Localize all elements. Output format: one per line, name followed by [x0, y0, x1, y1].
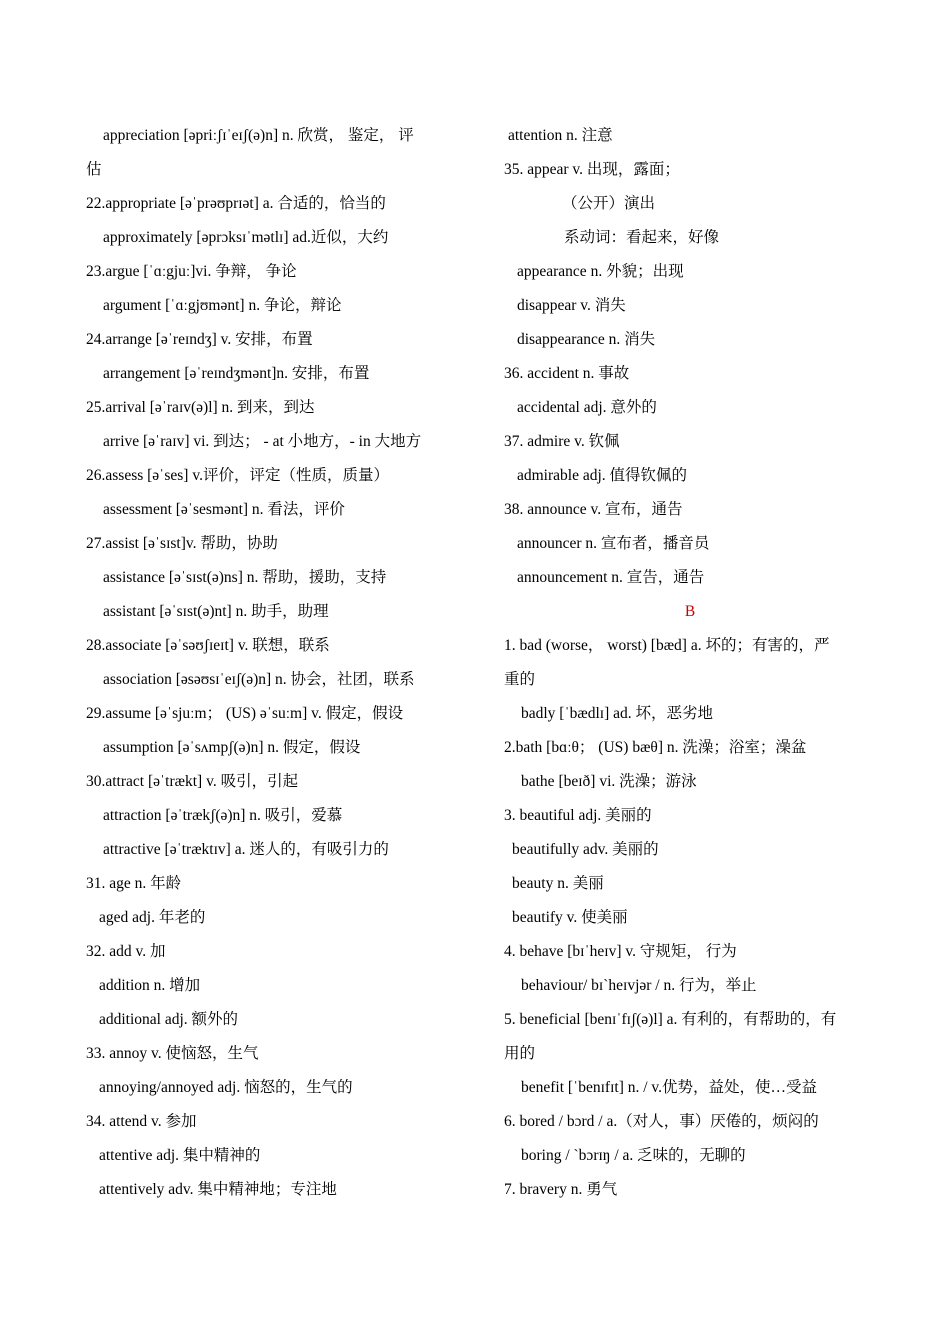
- entry-line: （公开）演出: [562, 195, 656, 212]
- entry-line: additional adj. 额外的: [99, 1011, 239, 1028]
- entry-line: 22.appropriate [əˈprəʊprɪət] a. 合适的，恰当的: [86, 195, 386, 212]
- entry-line: addition n. 增加: [99, 977, 201, 994]
- entry-line: 38. announce v. 宣布，通告: [504, 501, 683, 518]
- entry-line: boring / ˋbɔrɪŋ / a. 乏味的，无聊的: [521, 1147, 746, 1164]
- entry-line: attentive adj. 集中精神的: [99, 1147, 261, 1164]
- entry-line: argument [ˈɑːgjʊmənt] n. 争论，辩论: [103, 297, 342, 314]
- entry-line: 36. accident n. 事故: [504, 365, 630, 382]
- entry-line: bathe [beɪð] vi. 洗澡；游泳: [521, 773, 697, 790]
- entry-line: 4. behave [bɪˈheɪv] v. 守规矩， 行为: [504, 943, 737, 960]
- entry-line: 31. age n. 年龄: [86, 875, 182, 892]
- entry-line: attentively adv. 集中精神地；专注地: [99, 1181, 337, 1198]
- entry-line: 32. add v. 加: [86, 943, 166, 960]
- entry-line: assessment [əˈsesmənt] n. 看法，评价: [103, 501, 345, 518]
- entry-line: badly [ˈbædlɪ] ad. 坏，恶劣地: [521, 705, 714, 722]
- entry-line: association [əsəʊsɪˈeɪʃ(ə)n] n. 协会，社团，联系: [103, 671, 415, 688]
- entry-line: disappearance n. 消失: [517, 331, 656, 348]
- entry-line: announcement n. 宣告，通告: [517, 569, 705, 586]
- entry-line: 用的: [504, 1045, 536, 1062]
- entry-line: 28.associate [əˈsəʊʃɪeɪt] v. 联想，联系: [86, 637, 330, 654]
- entry-line: 系动词：看起来，好像: [564, 229, 720, 246]
- entry-line: 3. beautiful adj. 美丽的: [504, 807, 652, 824]
- entry-line: accidental adj. 意外的: [517, 399, 657, 416]
- entry-line: disappear v. 消失: [517, 297, 626, 314]
- entry-line: 1. bad (worse， worst) [bæd] a. 坏的；有害的，严: [504, 637, 830, 654]
- entry-line: aged adj. 年老的: [99, 909, 206, 926]
- entry-line: 30.attract [əˈtrækt] v. 吸引，引起: [86, 773, 299, 790]
- entry-line: 23.argue [ˈɑːgjuː]vi. 争辩， 争论: [86, 263, 297, 280]
- entry-line: assumption [əˈsʌmpʃ(ə)n] n. 假定，假设: [103, 739, 361, 756]
- left-column: [86, 119, 458, 1207]
- section-heading: B: [684, 603, 696, 620]
- entry-line: announcer n. 宣布者，播音员: [517, 535, 710, 552]
- entry-line: 33. annoy v. 使恼怒，生气: [86, 1045, 259, 1062]
- entry-line: assistance [əˈsɪst(ə)ns] n. 帮助，援助，支持: [103, 569, 387, 586]
- entry-line: attraction [əˈtrækʃ(ə)n] n. 吸引，爱慕: [103, 807, 343, 824]
- entry-line: 重的: [504, 671, 536, 688]
- entry-line: attention n. 注意: [508, 127, 613, 144]
- entry-line: 26.assess [əˈses] v.评价，评定（性质，质量）: [86, 467, 389, 484]
- entry-line: beauty n. 美丽: [512, 875, 604, 892]
- entry-line: 29.assume [əˈsjuːm； (US) əˈsuːm] v. 假定，假设: [86, 705, 404, 722]
- entry-line: 2.bath [bɑːθ； (US) bæθ] n. 洗澡；浴室；澡盆: [504, 739, 807, 756]
- entry-line: appreciation [əpriːʃɪˈeɪʃ(ə)n] n. 欣赏， 鉴定， 评: [103, 127, 414, 144]
- entry-line: 37. admire v. 钦佩: [504, 433, 620, 450]
- right-column: [504, 119, 876, 1207]
- entry-line: assistant [əˈsɪst(ə)nt] n. 助手，助理: [103, 603, 329, 620]
- entry-line: arrangement [əˈreɪndʒmənt]n. 安排，布置: [103, 365, 370, 382]
- entry-line: beautify v. 使美丽: [512, 909, 628, 926]
- entry-line: 34. attend v. 参加: [86, 1113, 197, 1130]
- entry-line: 27.assist [əˈsɪst]v. 帮助，协助: [86, 535, 278, 552]
- entry-line: 25.arrival [əˈraɪv(ə)l] n. 到来，到达: [86, 399, 315, 416]
- entry-line: beautifully adv. 美丽的: [512, 841, 659, 858]
- entry-line: admirable adj. 值得钦佩的: [517, 467, 688, 484]
- entry-line: 7. bravery n. 勇气: [504, 1181, 618, 1198]
- entry-line: arrive [əˈraɪv] vi. 到达； - at 小地方，- in 大地方: [103, 433, 422, 450]
- entry-line: annoying/annoyed adj. 恼怒的，生气的: [99, 1079, 353, 1096]
- entry-line: 5. beneficial [benɪˈfɪʃ(ə)l] a. 有利的，有帮助的，有: [504, 1011, 837, 1028]
- entry-line: benefit [ˈbenɪfɪt] n. / v.优势，益处，使…受益: [521, 1079, 818, 1096]
- entry-line: appearance n. 外貌；出现: [517, 263, 684, 280]
- entry-line: approximately [əprɔksɪˈmətlɪ] ad.近似，大约: [103, 229, 389, 246]
- entry-line: attractive [əˈtræktɪv] a. 迷人的，有吸引力的: [103, 841, 389, 858]
- entry-line: 24.arrange [əˈreɪndʒ] v. 安排，布置: [86, 331, 313, 348]
- entry-line: behaviour/ bɪˋheɪvjər / n. 行为，举止: [521, 977, 757, 994]
- entry-line: 6. bored / bɔrd / a.（对人，事）厌倦的，烦闷的: [504, 1113, 819, 1130]
- entry-line: 35. appear v. 出现，露面；: [504, 161, 680, 178]
- entry-line: 估: [86, 161, 102, 178]
